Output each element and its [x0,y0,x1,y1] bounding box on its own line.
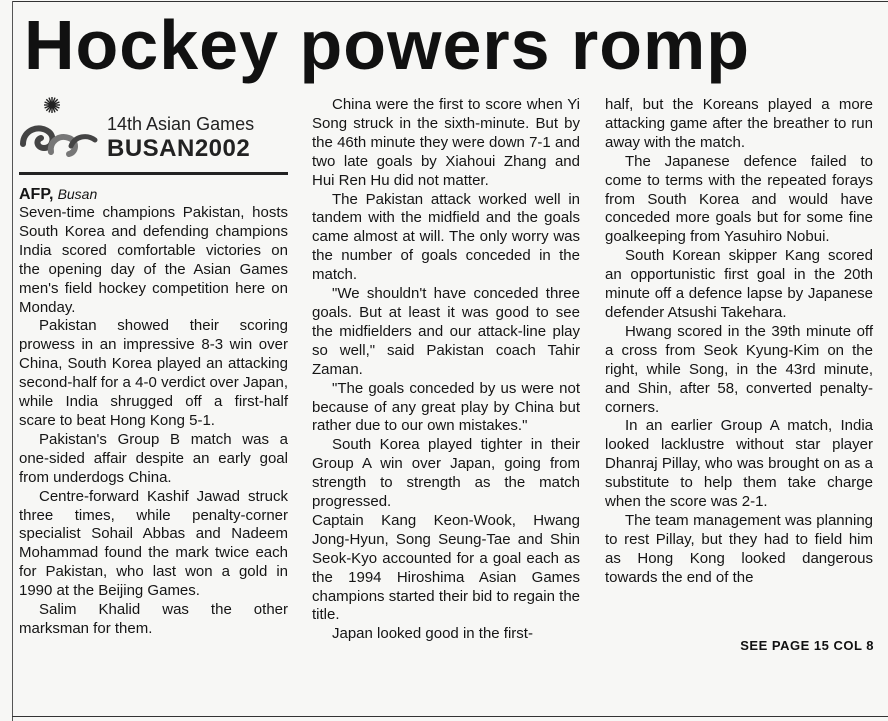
byline [19,185,288,204]
article-paragraph: "The goals conceded by us were not because of any great play by China but rather due to our own mistakes." [312,379,580,435]
article-column-1 [19,96,288,639]
logo-event-name: 14th Asian Games [107,114,255,134]
article-column-3 [605,96,873,588]
article-paragraph: Centre-forward Kashif Jawad struck three times, while penalty-corner specialist Sohail Abbas and Nadeem Mohammad found the mark twice each for Pakistan, who last won a gold in 1990 at the Beijing Games. [19,487,288,600]
article-paragraph: Salim Khalid was the other marksman for them. [19,601,288,637]
logo-divider [19,172,288,175]
logo-city-year: BUSAN2002 [107,135,251,162]
bottom-rule [12,716,888,717]
byline-location: Busan [57,186,98,202]
article-paragraph: South Korea played tighter in their Group A win over Japan, going from strength to strength as the match progressed. [312,436,580,511]
article-paragraph: Pakistan showed their scoring prowess in an impressive 8-3 win over China, South Korea played an attacking second-half for a 4-0 verdict over Japan, while India shrugged off a first-half scare to beat Hong Kong 5-1. [19,317,288,429]
top-rule [12,1,888,2]
article-paragraph: Hwang scored in the 39th minute off a cross from Seok Kyung-Kim on the right, while Song, in the 43rd minute, and Shin, after 58, converted penalty-corners. [605,322,873,416]
article-paragraph: The team management was planning to rest Pillay, but they had to field him as Hong Kong looked dangerous towards the end of the [605,511,873,586]
byline-agency: AFP, [19,186,54,203]
article-paragraph: In an earlier Group A match, India looked lacklustre without star player Dhanraj Pillay, who was brought on as a substitute to help them take charge when the score was 2-1. [605,417,873,511]
left-rule [12,1,13,721]
asian-games-emblem-icon [19,96,103,168]
article-paragraph: South Korean skipper Kang scored an opportunistic first goal in the 20th minute off a defence lapse by Japanese defender Atsushi Takehara. [605,247,873,321]
asian-games-logo [19,96,288,170]
continued-jump-line: SEE PAGE 15 COL 8 [740,638,874,653]
article-column-2 [312,96,580,644]
article-paragraph: Captain Kang Keon-Wook, Hwang Jong-Hyun, Song Seung-Tae and Shin Seok-Kyo accounted for a goal each as the 1994 Hiroshima Asian Games champions started their bid to regain the title. [312,511,580,624]
article-paragraph: China were the first to score when Yi Song struck in the sixth-minute. But by the 46th minute they were down 7-1 and two late goals by Xiahoui Zhang and Hui Ren Hu did not matter. [312,96,580,189]
headline: Hockey powers romp [24,6,750,84]
article-paragraph: The Pakistan attack worked well in tandem with the midfield and the goals came almost at will. The only worry was the number of goals conceded in the match. [312,190,580,284]
article-paragraph: half, but the Koreans played a more attacking game after the breather to run away with the match. [605,96,873,151]
article-paragraph: Japan looked good in the first- [332,625,533,643]
article-paragraph: Pakistan's Group B match was a one-sided affair despite an early goal from underdogs China. [19,430,288,486]
article-paragraph: "We shouldn't have conceded three goals. But at least it was good to see the midfielders and our attack-line play so well," said Pakistan coach Tahir Zaman. [312,285,580,378]
article-paragraph: Seven-time champions Pakistan, hosts South Korea and defending champions India scored comfortable victories on the opening day of the Asian Games men's field hockey competition here on Monday. [19,204,288,316]
article-paragraph: The Japanese defence failed to come to terms with the repeated forays from South Korea and would have conceded more goals but for some fine goalkeeping from Yasuhiro Nobui. [605,152,873,246]
